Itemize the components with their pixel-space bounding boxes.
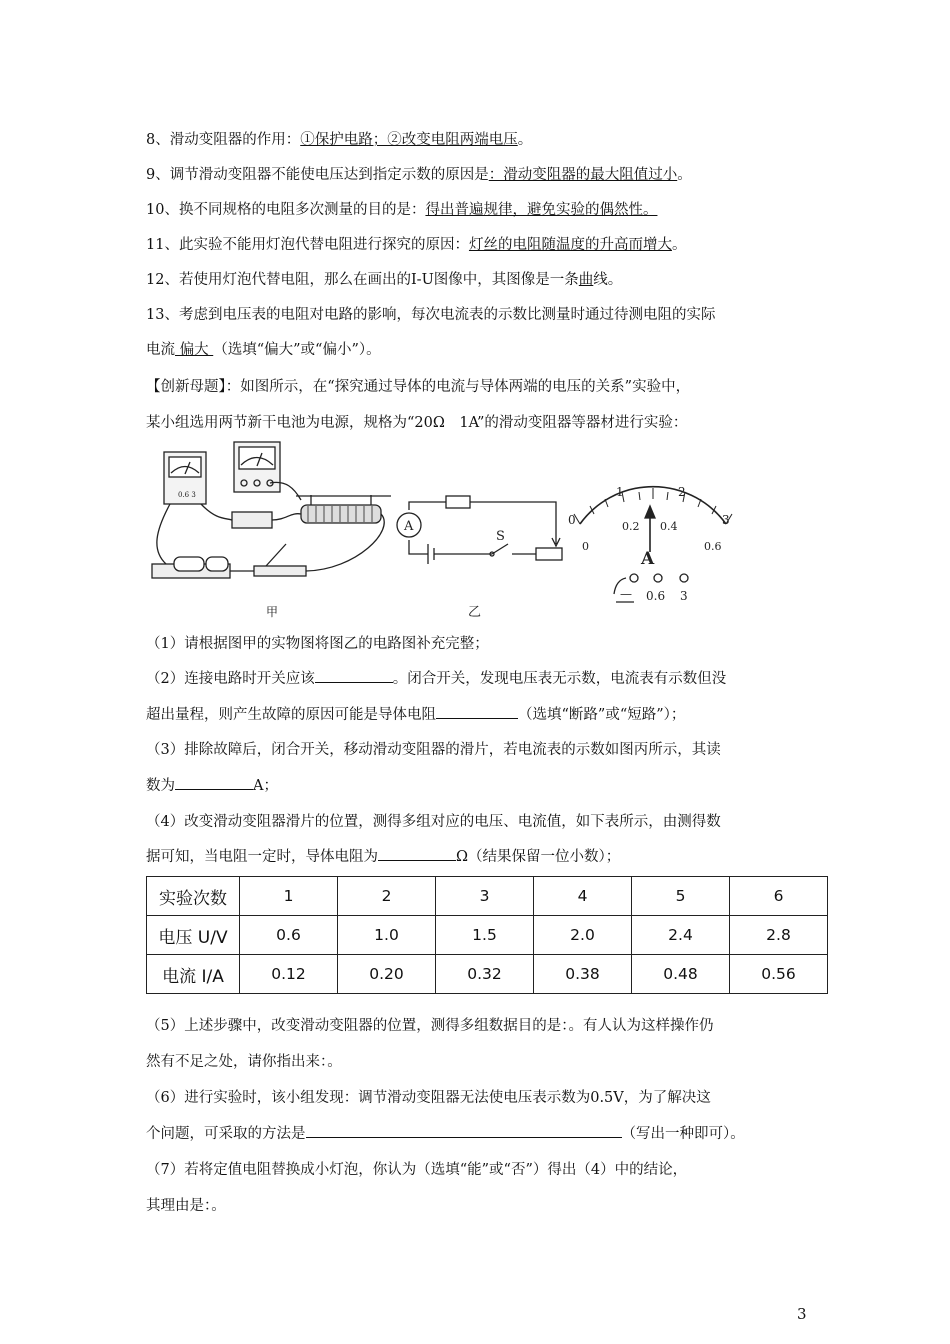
page-number: 3 xyxy=(797,1305,807,1323)
figure-jia-apparatus xyxy=(152,442,391,578)
question-3-line2: 数为 A； xyxy=(146,774,278,795)
table-cell: 2.4 xyxy=(632,916,730,955)
switch xyxy=(254,566,306,576)
question-1: （1）请根据图甲的实物图将图乙的电路图补充完整； xyxy=(146,636,489,652)
table-cell: 电流 I/A xyxy=(147,955,240,994)
item-12: 12、若使用灯泡代替电阻，那么在画出的I-U图像中，其图像是一条曲线。 xyxy=(146,272,623,288)
ammeter-range-label: 0.6 3 xyxy=(178,491,196,499)
table-cell: 2.8 xyxy=(730,916,828,955)
question-2-line2: 超出量程，则产生故障的原因可能是导体电阻 （选填“断路”或“短路”）； xyxy=(146,703,685,724)
ammeter-symbol-label: A xyxy=(404,519,414,534)
resistor-symbol xyxy=(446,496,470,508)
table-header-cell: 3 xyxy=(436,877,534,916)
answer-blank-reading[interactable] xyxy=(175,775,253,790)
question-5-line1: （5）上述步骤中，改变滑动变阻器的位置，测得多组数据目的是：。有人认为这样操作仍 xyxy=(146,1018,714,1034)
meter-unit-label: A xyxy=(641,549,655,569)
table-cell: 2.0 xyxy=(534,916,632,955)
table-cell: 0.48 xyxy=(632,955,730,994)
table-row-voltage xyxy=(147,916,828,955)
table-header-cell: 6 xyxy=(730,877,828,916)
answer-blank-method[interactable] xyxy=(306,1123,622,1138)
svg-text:0.4: 0.4 xyxy=(660,520,678,533)
svg-text:1: 1 xyxy=(616,485,624,499)
item-8: 8、滑动变阻器的作用：①保护电路；②改变电阻两端电压。 xyxy=(146,132,533,148)
table-cell: 0.32 xyxy=(436,955,534,994)
fixed-resistor xyxy=(232,512,272,528)
table-header-cell: 4 xyxy=(534,877,632,916)
answer-blank-switch-state[interactable] xyxy=(315,668,393,683)
item-9: 9、调节滑动变阻器不能使电压达到指定示数的原因是：滑动变阻器的最大阻值过小。 xyxy=(146,167,692,183)
question-6-line2: 个问题，可采取的方法是 （写出一种即可）。 xyxy=(146,1122,745,1143)
table-cell: 0.56 xyxy=(730,955,828,994)
question-3-line1: （3）排除故障后，闭合开关，移动滑动变阻器的滑片，若电流表的示数如图丙所示，其读 xyxy=(146,742,721,758)
experiment-figure xyxy=(146,440,806,620)
table-cell: 0.12 xyxy=(240,955,338,994)
meter-terminal-labels xyxy=(620,587,688,603)
item-13-line1: 13、考虑到电压表的电阻对电路的影响，每次电流表的示数比测量时通过待测电阻的实际 xyxy=(146,307,716,323)
table-cell: 1.0 xyxy=(338,916,436,955)
question-6-line1: （6）进行实验时，该小组发现：调节滑动变阻器无法使电压表示数为0.5V，为了解决这 xyxy=(146,1090,711,1106)
item-13-line2: 电流 偏大 （选填“偏大”或“偏小”）。 xyxy=(146,342,381,358)
question-4-line1: （4）改变滑动变阻器滑片的位置，测得多组对应的电压、电流值，如下表所示，由测得数 xyxy=(146,814,721,830)
table-header-cell: 5 xyxy=(632,877,730,916)
svg-text:0: 0 xyxy=(568,513,576,527)
item-10: 10、换不同规格的电阻多次测量的目的是：得出普遍规律，避免实验的偶然性。 xyxy=(146,202,658,218)
question-2-line1: （2）连接电路时开关应该 。闭合开关，发现电压表无示数，电流表有示数但没 xyxy=(146,667,726,688)
item-11: 11、此实验不能用灯泡代替电阻进行探究的原因：灯丝的电阻随温度的升高而增大。 xyxy=(146,237,687,253)
table-header-cell: 2 xyxy=(338,877,436,916)
table-cell: 电压 U/V xyxy=(147,916,240,955)
rheostat xyxy=(301,505,381,523)
svg-text:—: — xyxy=(620,587,632,601)
svg-text:0.6: 0.6 xyxy=(704,540,722,553)
table-cell: 1.5 xyxy=(436,916,534,955)
svg-text:0.6: 0.6 xyxy=(646,589,666,603)
table-cell: 0.6 xyxy=(240,916,338,955)
answer-blank-resistance[interactable] xyxy=(378,846,456,861)
table-header-row xyxy=(147,877,828,916)
svg-text:3: 3 xyxy=(722,513,730,527)
question-5-line2: 然有不足之处，请你指出来：。 xyxy=(146,1054,342,1070)
mother-question-line2: 某小组选用两节新干电池为电源，规格为“20Ω 1A”的滑动变阻器等器材进行实验： xyxy=(146,415,688,431)
meter-top-scale xyxy=(568,485,730,527)
table-cell: 0.20 xyxy=(338,955,436,994)
question-7-line1: （7）若将定值电阻替换成小灯泡，你认为（选填“能”或“否”）得出（4）中的结论， xyxy=(146,1162,688,1178)
table-header-cell: 实验次数 xyxy=(147,877,240,916)
data-table xyxy=(146,876,828,994)
table-row-current xyxy=(147,955,828,994)
svg-text:2: 2 xyxy=(678,485,686,499)
figure-yi-label: 乙 xyxy=(468,605,482,620)
question-7-line2: 其理由是：。 xyxy=(146,1198,226,1214)
mother-question-line1: 【创新母题】：如图所示，在“探究通过导体的电流与导体两端的电压的关系”实验中， xyxy=(146,379,691,395)
figure-yi-circuit xyxy=(409,496,562,564)
question-4-line2: 据可知，当电阻一定时，导体电阻为 Ω（结果保留一位小数）； xyxy=(146,845,620,866)
rheostat-symbol xyxy=(536,548,562,560)
table-cell: 0.38 xyxy=(534,955,632,994)
svg-text:0: 0 xyxy=(582,540,589,553)
svg-text:0.2: 0.2 xyxy=(622,520,640,533)
answer-blank-fault[interactable] xyxy=(436,704,518,719)
meter-needle-head xyxy=(645,506,655,518)
table-header-cell: 1 xyxy=(240,877,338,916)
svg-text:3: 3 xyxy=(680,589,688,603)
figure-jia-label: 甲 xyxy=(266,605,279,619)
switch-label: S xyxy=(496,529,505,544)
